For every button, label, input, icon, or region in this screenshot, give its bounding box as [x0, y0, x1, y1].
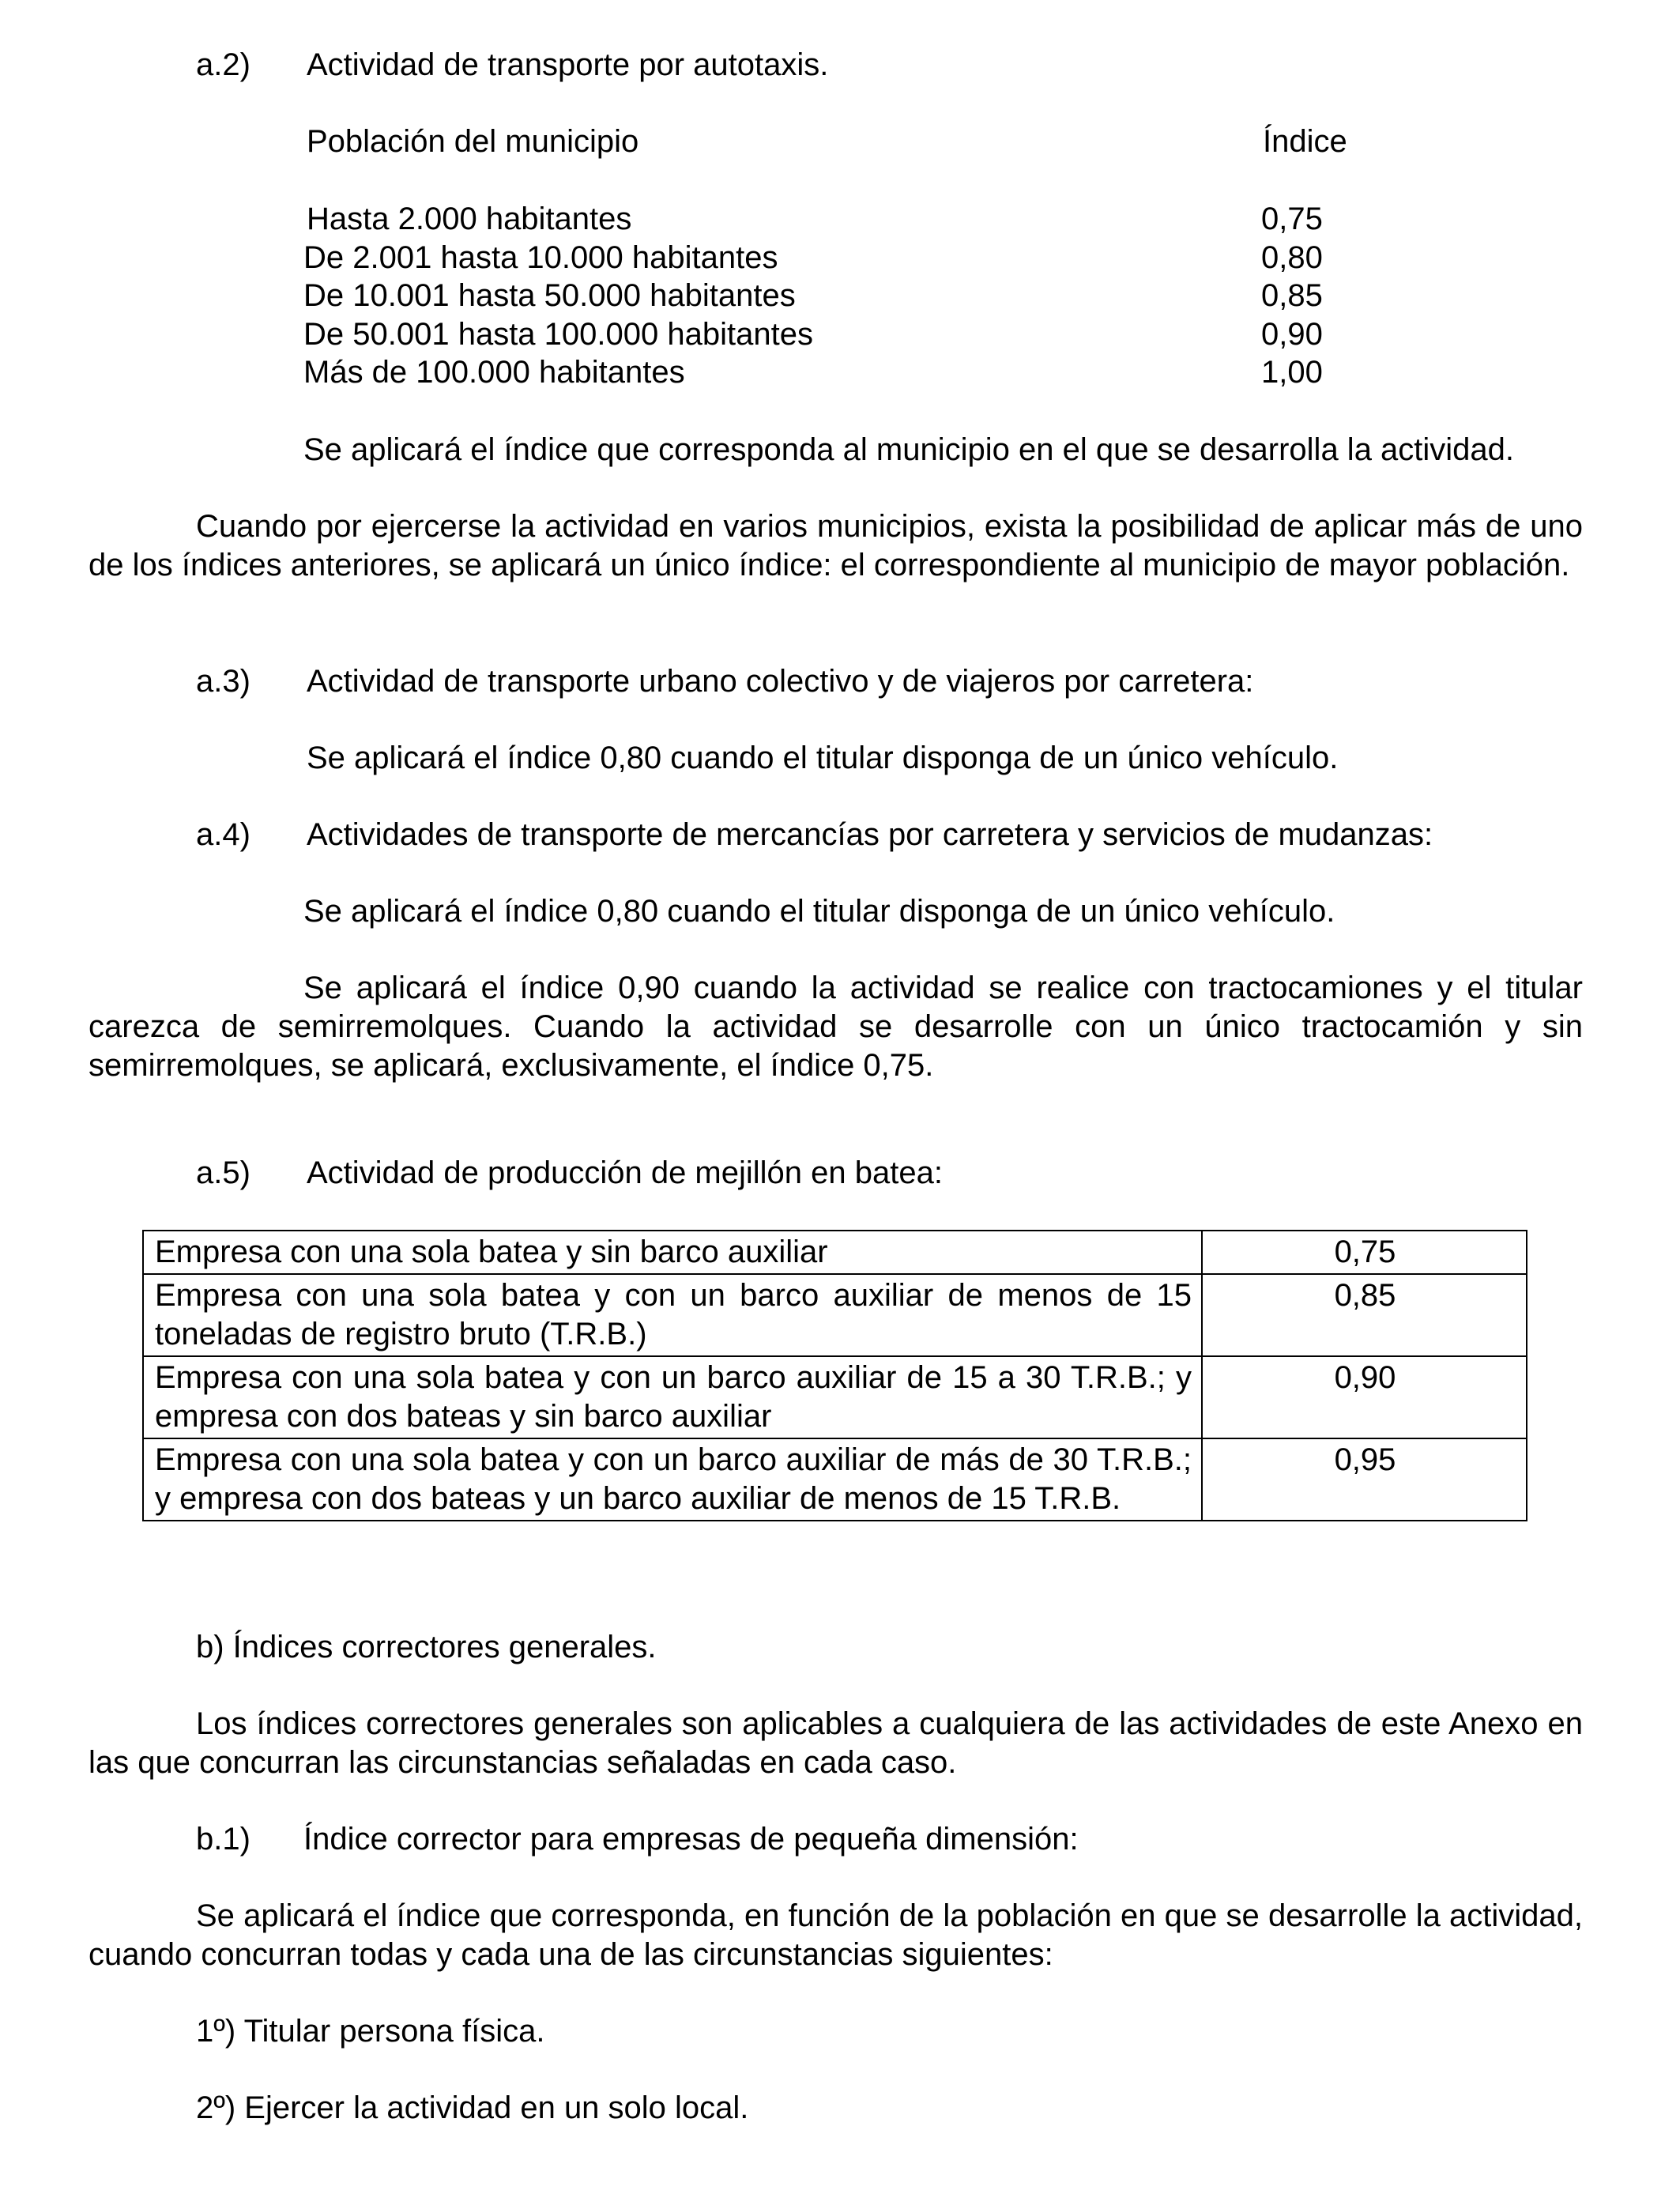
section-a2-label: a.2) — [196, 47, 250, 82]
index-value: 0,80 — [1261, 240, 1323, 275]
table-cell-description: Empresa con una sola batea y con un barco auxiliar de 15 a 30 T.R.B.; y empresa con dos bateas y sin barco auxiliar — [143, 1356, 1202, 1438]
section-a4-paragraph: Se aplicará el índice 0,90 cuando la actividad se realice con tractocamiones y el titular carezca de semirremolques. Cuando la actividad se desarrolle con un único tractocamión y sin semirremolques, se aplicará, exclusivamente, el índice 0,75. — [89, 971, 1583, 1083]
section-a4-label: a.4) — [196, 817, 250, 852]
list-item: 2º) Ejercer la actividad en un solo local. — [196, 2090, 749, 2125]
population-row — [303, 200, 1354, 239]
table-row — [143, 1356, 1527, 1438]
section-a2-paragraph: Cuando por ejercerse la actividad en varios municipios, exista la posibilidad de aplicar más de uno de los índices anteriores, se aplicará un único índice: el correspondiente al municipio de mayor población. — [89, 509, 1583, 582]
population-label: Hasta 2.000 habitantes — [307, 202, 632, 236]
section-a5-title: Actividad de producción de mejillón en batea: — [307, 1155, 943, 1190]
index-header: Índice — [1263, 124, 1347, 159]
table-row — [143, 1438, 1527, 1521]
population-label: De 50.001 hasta 100.000 habitantes — [303, 317, 813, 352]
population-row — [303, 315, 1354, 354]
table-cell-index: 0,95 — [1202, 1438, 1527, 1521]
section-a2-note: Se aplicará el índice que corresponda al municipio en el que se desarrolla la actividad. — [303, 432, 1515, 467]
batea-index-table — [142, 1230, 1527, 1521]
section-b1-paragraph: Se aplicará el índice que corresponda, en función de la población en que se desarrolle la actividad, cuando concurran todas y cada una de las circunstancias siguientes: — [89, 1898, 1583, 1972]
section-a4-note: Se aplicará el índice 0,80 cuando el titular disponga de un único vehículo. — [303, 894, 1335, 929]
table-cell-description: Empresa con una sola batea y con un barco auxiliar de más de 30 T.R.B.; y empresa con dos bateas y un barco auxiliar de menos de 15 T.R.B. — [143, 1438, 1202, 1521]
table-cell-index: 0,90 — [1202, 1356, 1527, 1438]
section-a2-title: Actividad de transporte por autotaxis. — [307, 47, 829, 82]
population-header: Población del municipio — [307, 124, 639, 159]
table-cell-description: Empresa con una sola batea y sin barco auxiliar — [143, 1231, 1202, 1274]
table-cell-description: Empresa con una sola batea y con un barco auxiliar de menos de 15 toneladas de registro bruto (T.R.B.) — [143, 1274, 1202, 1356]
list-item: 1º) Titular persona física. — [196, 2014, 545, 2049]
population-row — [303, 239, 1354, 277]
population-row — [303, 353, 1354, 392]
index-value: 0,75 — [1261, 202, 1323, 236]
table-cell-index: 0,75 — [1202, 1231, 1527, 1274]
section-b1-label: b.1) — [196, 1822, 250, 1857]
table-row — [143, 1274, 1527, 1356]
section-a3-label: a.3) — [196, 664, 250, 699]
section-a3-title: Actividad de transporte urbano colectivo y de viajeros por carretera: — [307, 664, 1254, 699]
population-row — [303, 277, 1354, 315]
section-b1-title: Índice corrector para empresas de pequeña dimensión: — [303, 1822, 1079, 1857]
index-value: 0,90 — [1261, 317, 1323, 352]
section-a4-title: Actividades de transporte de mercancías por carretera y servicios de mudanzas: — [307, 817, 1433, 852]
index-value: 0,85 — [1261, 278, 1323, 313]
index-value: 1,00 — [1261, 355, 1323, 390]
population-label: Más de 100.000 habitantes — [303, 355, 685, 390]
section-a5-label: a.5) — [196, 1155, 250, 1190]
population-label: De 2.001 hasta 10.000 habitantes — [303, 240, 778, 275]
section-b-paragraph: Los índices correctores generales son aplicables a cualquiera de las actividades de este Anexo en las que concurran las circunstancias señaladas en cada caso. — [89, 1706, 1583, 1780]
table-cell-index: 0,85 — [1202, 1274, 1527, 1356]
table-row — [143, 1231, 1527, 1274]
section-b-heading: b) Índices correctores generales. — [196, 1630, 657, 1664]
population-label: De 10.001 hasta 50.000 habitantes — [303, 278, 796, 313]
section-a3-note: Se aplicará el índice 0,80 cuando el titular disponga de un único vehículo. — [307, 741, 1339, 775]
